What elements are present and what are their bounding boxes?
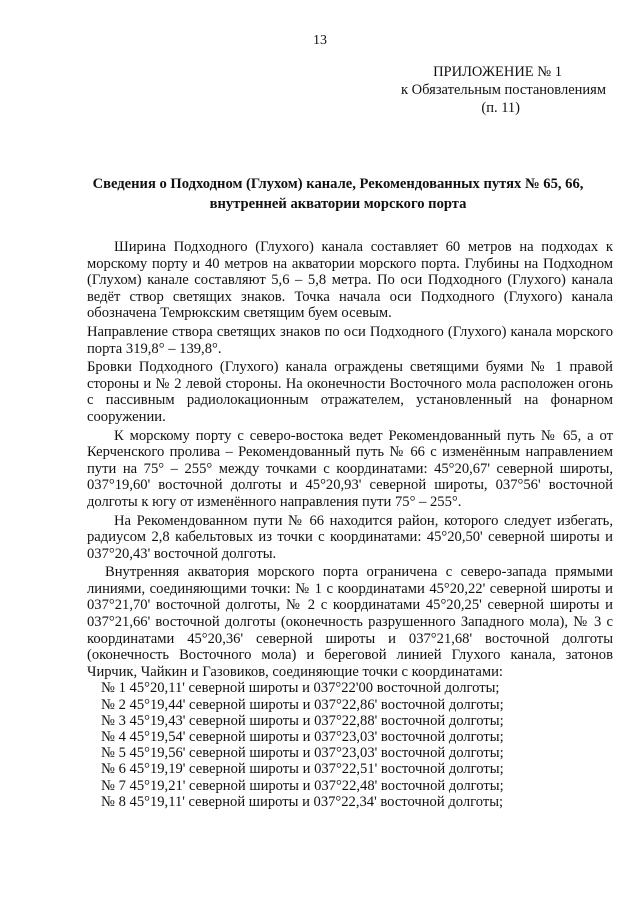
paragraph-inner-water-area: Внутренняя акватория морского порта ограничена с северо-запада прямыми линиями, соединяющими точки: № 1 с координатами 45°20,22' северной широты и 037°21,70' восточной долготы, № 2 с координатами 45°20,25' северной широты и 037°21,66' восточной долготы (оконечность разрушенного Западного мола), № 3 с координатами 45°20,36' северной широты и 037°21,68' восточной долготы (оконечность Восточного мола) и береговой линией Глухого канала, затонов Чирчик, Чайкин и Газовиков, соединяющие точки с координатами: [87,564,613,680]
page-number: 13 [313,33,327,48]
heading-line-1: Сведения о Подходном (Глухом) канале, Рекомендованных путях № 65, 66, [92,176,584,192]
appendix-header [330,63,606,117]
appendix-title: ПРИЛОЖЕНИЕ № 1 [433,64,562,80]
heading-line-2: внутренней акватории морского порта [209,196,467,212]
paragraph-channel-edges: Бровки Подходного (Глухого) канала ограждены светящими буями № 1 правой стороны и № 2 левой стороны. На оконечности Восточного мола расположен огонь с пассивным радиолокационным отражателем, установленный на фонарном сооружении. [87,359,613,425]
coordinate-item: № 3 45°19,43' северной широты и 037°22,88' восточной долготы; [101,712,504,729]
appendix-subtitle: к Обязательным постановлениям [401,82,606,98]
coordinate-item: № 7 45°19,21' северной широты и 037°22,48' восточной долготы; [101,777,504,794]
paragraph-recommended-routes: К морскому порту с северо-востока ведет Рекомендованный путь № 65, а от Керченского пролива – Рекомендованный путь № 66 с изменённым направлением пути на 75° – 255° между точками с координатами: 45°20,67' северной широты, 037°19,60' восточной долготы и 45°20,93' северной широты, 037°56' восточной долготы к югу от изменённого направления пути 75° – 255°. [87,427,613,510]
document-body [87,239,613,810]
paragraph-channel-width: Ширина Подходного (Глухого) канала составляет 60 метров на подходах к морскому порту и 40 метров на акватории морского порта. Глубины на Подходном (Глухом) канале составляют 5,6 – 5,8 метра. По оси Подходного (Глухого) канала ведёт створ светящих знаков. Точка начала оси Подходного (Глухого) канала обозначена Темрюкским светящим буем осевым. [87,239,613,322]
appendix-reference: (п. 11) [481,100,520,116]
coordinate-item: № 2 45°19,44' северной широты и 037°22,86' восточной долготы; [101,696,504,713]
coordinate-item: № 4 45°19,54' северной широты и 037°23,03' восточной долготы; [101,729,504,746]
coordinate-item: № 8 45°19,11' северной широты и 037°22,34' восточной долготы; [101,793,504,810]
document-heading [60,174,616,214]
paragraph-avoidance-area: На Рекомендованном пути № 66 находится район, которого следует избегать, радиусом 2,8 кабельтовых из точки с координатами: 45°20,50' северной широты и 037°20,43' восточной долготы. [87,512,613,562]
paragraph-alignment-direction: Направление створа светящих знаков по оси Подходного (Глухого) канала морского порта 319,8° – 139,8°. [87,323,613,357]
coordinate-list [87,680,613,810]
coordinate-item: № 5 45°19,56' северной широты и 037°23,03' восточной долготы; [101,745,504,762]
coordinate-item: № 6 45°19,19' северной широты и 037°22,51' восточной долготы; [101,761,504,778]
coordinate-item: № 1 45°20,11' северной широты и 037°22'00 восточной долготы; [101,680,500,697]
